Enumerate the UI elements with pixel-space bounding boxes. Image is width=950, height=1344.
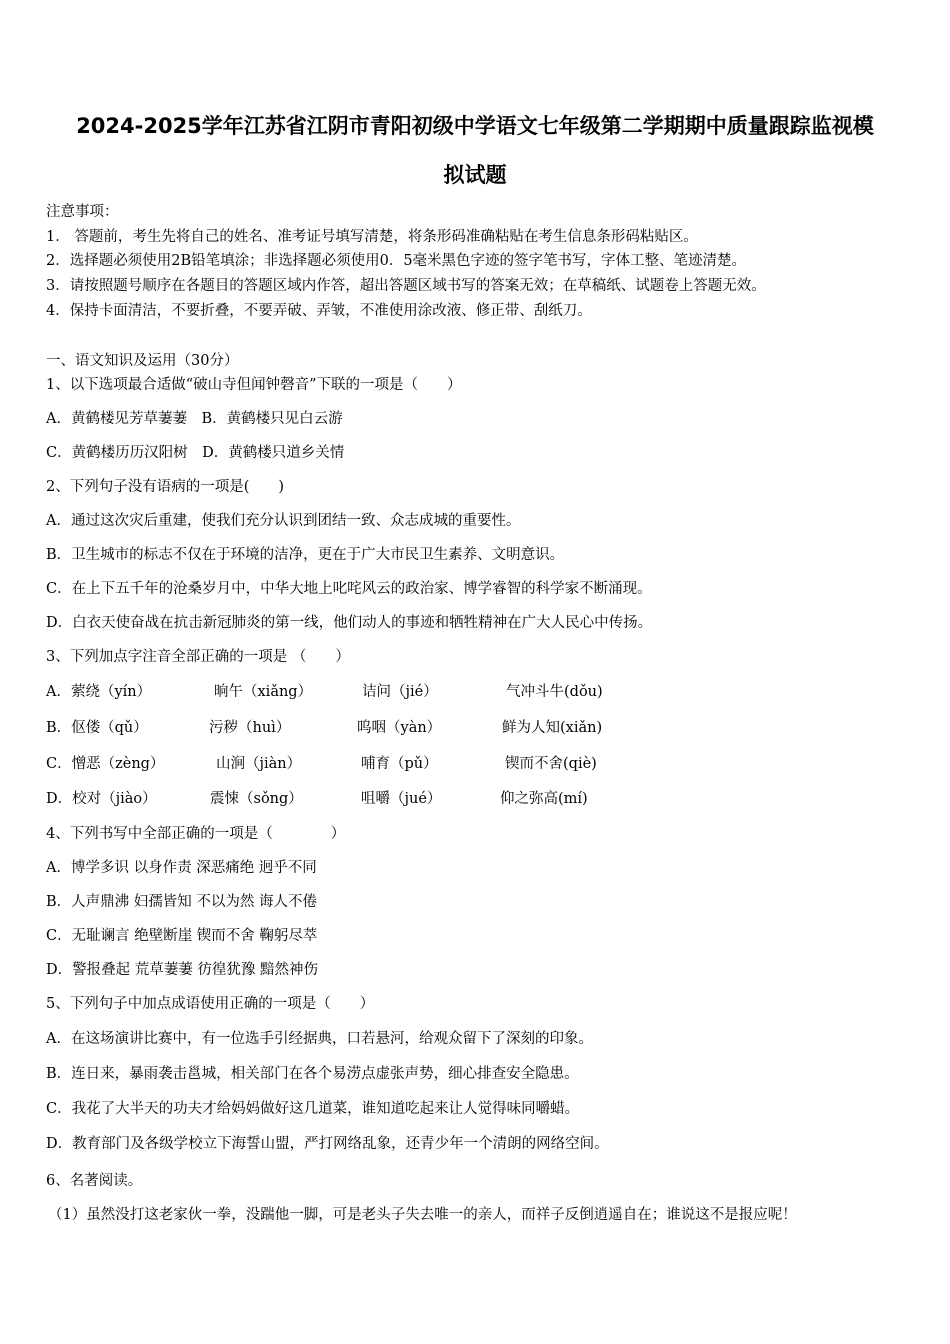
q2-option-c: C．在上下五千年的沧桑岁月中，中华大地上叱咤风云的政治家、博学睿智的科学家不断涌现。 — [46, 581, 652, 597]
q4-stem: 4、下列书写中全部正确的一项是（ ） — [46, 826, 346, 842]
q1-options-row-2: C．黄鹤楼历历汉阳树 D．黄鹤楼只道乡关情 — [46, 445, 345, 461]
section-heading: 一、语文知识及运用（30分） — [46, 353, 239, 369]
q6-stem: 6、名著阅读。 — [46, 1173, 143, 1189]
notice-item-1: 1． 答题前，考生先将自己的姓名、准考证号填写清楚，将条形码准确粘贴在考生信息条形码粘贴区。 — [46, 229, 698, 245]
notice-heading: 注意事项： — [46, 204, 119, 220]
page-title-line-1: 2024-2025学年江苏省江阴市青阳初级中学语文七年级第二学期期中质量跟踪监视模 — [76, 114, 874, 138]
q3-c-2: 山涧（jiàn） — [216, 756, 302, 772]
q5-option-c: C．我花了大半天的功夫才给妈妈做好这几道菜，谁知道吃起来让人觉得味同嚼蜡。 — [46, 1101, 580, 1117]
q3-b-1: B．伛偻（qǔ） — [46, 720, 148, 736]
q3-stem: 3、下列加点字注音全部正确的一项是 （ ） — [46, 649, 350, 665]
q5-option-a: A．在这场演讲比赛中，有一位选手引经据典，口若悬河，给观众留下了深刻的印象。 — [46, 1031, 593, 1047]
q5-stem: 5、下列句子中加点成语使用正确的一项是（ ） — [46, 996, 375, 1012]
q3-a-2: 晌午（xiǎng） — [214, 684, 313, 700]
q4-option-b: B．人声鼎沸 妇孺皆知 不以为然 诲人不倦 — [46, 894, 317, 910]
page-title-line-2: 拟试题 — [443, 163, 507, 187]
q4-option-a: A．博学多识 以身作责 深恶痛绝 迥乎不同 — [46, 860, 317, 876]
notice-item-3: 3．请按照题号顺序在各题目的答题区域内作答，超出答题区域书写的答案无效；在草稿纸、试题卷上答题无效。 — [46, 278, 766, 294]
q3-b-4: 鲜为人知(xiǎn) — [502, 720, 603, 736]
q3-c-1: C．憎恶（zèng） — [46, 756, 165, 772]
q3-c-4: 锲而不舍(qiè) — [505, 756, 597, 772]
notice-item-4: 4．保持卡面清洁，不要折叠，不要弄破、弄皱，不准使用涂改液、修正带、刮纸刀。 — [46, 303, 592, 319]
q3-a-4: 气冲斗牛(dǒu) — [506, 684, 603, 700]
q3-c-3: 哺育（pǔ） — [361, 756, 438, 772]
q2-stem: 2、下列句子没有语病的一项是( ) — [46, 479, 285, 495]
q5-option-b: B．连日来，暴雨袭击邕城，相关部门在各个易涝点虚张声势，细心排查安全隐患。 — [46, 1066, 579, 1082]
q3-d-2: 震悚（sǒng） — [210, 791, 303, 807]
q2-option-b: B．卫生城市的标志不仅在于环境的洁净，更在于广大市民卫生素养、文明意识。 — [46, 547, 565, 563]
q3-d-1: D．校对（jiào） — [46, 791, 157, 807]
q4-option-d: D．警报叠起 荒草萋萋 彷徨犹豫 黯然神伤 — [46, 962, 318, 978]
q3-b-3: 呜咽（yàn） — [357, 720, 442, 736]
q1-stem: 1、以下选项最合适做“破山寺但闻钟磬音”下联的一项是（ ） — [46, 377, 462, 393]
q5-option-d: D．教育部门及各级学校立下海誓山盟，严打网络乱象，还青少年一个清朗的网络空间。 — [46, 1136, 609, 1152]
q1-options-row-1: A．黄鹤楼见芳草萋萋 B．黄鹤楼只见白云游 — [46, 411, 343, 427]
q3-d-4: 仰之弥高(mí) — [500, 791, 588, 807]
q2-option-a: A．通过这次灾后重建，使我们充分认识到团结一致、众志成城的重要性。 — [46, 513, 521, 529]
q3-a-1: A．萦绕（yín） — [46, 684, 152, 700]
q6-paragraph-1: （1）虽然没打这老家伙一拳，没踹他一脚，可是老头子失去唯一的亲人，而祥子反倒逍遥自在；谁说这不是报应呢！ — [48, 1207, 797, 1223]
q3-a-3: 诘问（jié） — [362, 684, 438, 700]
q3-b-2: 污秽（huì） — [209, 720, 291, 736]
notice-item-2: 2．选择题必须使用2B铅笔填涂；非选择题必须使用0．5毫米黑色字迹的签字笔书写，字体工整、笔迹清楚。 — [46, 253, 747, 269]
q2-option-d: D．白衣天使奋战在抗击新冠肺炎的第一线，他们动人的事迹和牺牲精神在广大人民心中传扬。 — [46, 615, 653, 631]
q3-d-3: 咀嚼（jué） — [361, 791, 442, 807]
q4-option-c: C．无耻谰言 绝壁断崖 锲而不舍 鞠躬尽萃 — [46, 928, 318, 944]
